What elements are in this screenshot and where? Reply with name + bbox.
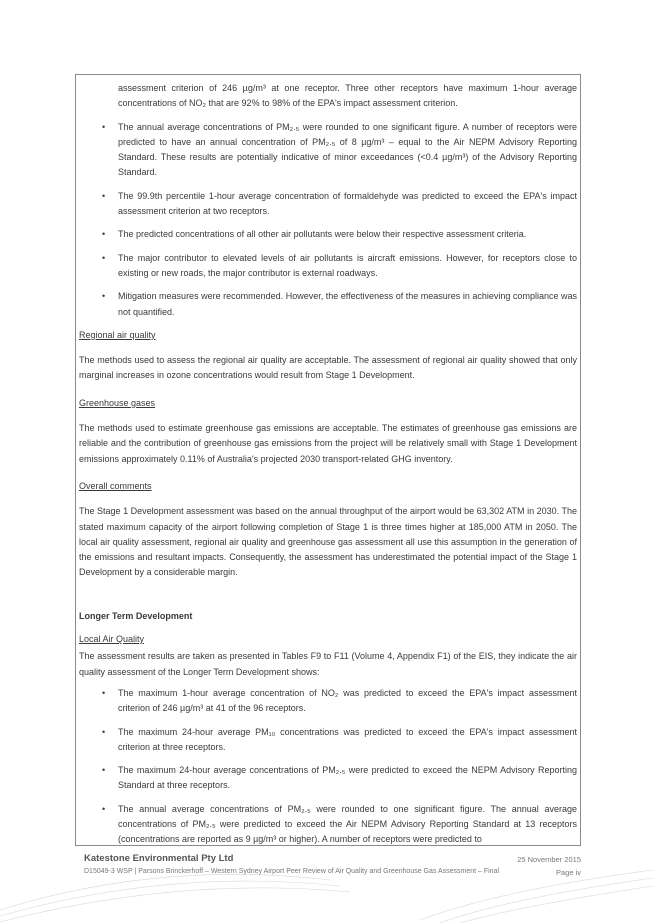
- document-body: [79, 81, 577, 846]
- greenhouse-gases-text: The methods used to estimate greenhouse gas emissions are acceptable. The estimates of greenhouse gas emissions are reliable and the contribution of greenhouse gas emissions from the project will be relatively small with Stage 1 Development emissions approximately 0.11% of Australia's projected 2030 transport-related GHG inventory.: [79, 423, 577, 464]
- list-item: • The maximum 24-hour average PM₁₀ concentrations was predicted to exceed the EPA's impact assessment criterion at three receptors.: [79, 725, 577, 756]
- list-item: • The major contributor to elevated levels of air pollutants is aircraft emissions. However, for receptors close to existing or new roads, the major contributor is external roadways.: [79, 251, 577, 282]
- list-item: • The annual average concentrations of PM₂.₅ were rounded to one significant figure. A number of receptors were predicted to have an annual concentration of PM₂.₅ of 8 µg/m³ – equal to the Air NEPM Advisory Reporting Standard. These results are potentially indicative of minor exceedances (<0.4 µg/m³) of the Advisory Reporting Standard.: [79, 120, 577, 181]
- list-item: • The 99.9th percentile 1-hour average concentration of formaldehyde was predicted to exceed the EPA's impact assessment criterion at two receptors.: [79, 189, 577, 220]
- local-air-quality-heading: Local Air Quality: [79, 634, 145, 645]
- footer-document-reference: D15049-3 WSP | Parsons Brinckerhoff – Western Sydney Airport Peer Review of Air Quality and Greenhouse Gas Assessment – Final: [84, 868, 500, 875]
- list-item: • The maximum 1-hour average concentration of NO₂ was predicted to exceed the EPA's impact assessment criterion of 246 µg/m³ at 41 of the 96 receptors.: [79, 686, 577, 717]
- regional-air-quality-text: The methods used to assess the regional air quality are acceptable. The assessment of regional air quality showed that only marginal increases in ozone concentrations would result from Stage 1 Development.: [79, 355, 577, 381]
- overall-comments-text: The Stage 1 Development assessment was based on the annual throughput of the airport would be 63,302 ATM in 2030. The stated maximum capacity of the airport following completion of Stage 1 is three times higher at 185,000 ATM in 2050. The local air quality assessment, regional air quality and greenhouse gas assessment all use this assumption in the generation of the emissions and resultant impacts. Consequently, the assessment has underestimated the potential impact of the Stage 1 Development by a considerable margin.: [79, 506, 577, 578]
- stage1-bullet-list: [79, 120, 577, 320]
- greenhouse-gases-heading: Greenhouse gases: [79, 397, 156, 408]
- list-item: • The predicted concentrations of all other air pollutants were below their respective assessment criteria.: [79, 227, 577, 242]
- list-item: • Mitigation measures were recommended. However, the effectiveness of the measures in achieving compliance was not quantified.: [79, 289, 577, 320]
- document-frame: [75, 74, 581, 846]
- footer-date: 25 November 2015: [517, 855, 581, 864]
- longer-term-bullet-list: [79, 686, 577, 846]
- footer-company-name: Katestone Environmental Pty Ltd: [84, 853, 234, 864]
- list-item: • The annual average concentrations of PM₂.₅ were rounded to one significant figure. The annual average concentrations of PM₂.₅ were predicted to exceed the Air NEPM Advisory Reporting Standard at 13 receptors (concentrations are reported as 9 µg/m³ or higher). A number of receptors were predicted to: [79, 802, 577, 846]
- regional-air-quality-heading: Regional air quality: [79, 329, 156, 340]
- longer-term-intro: The assessment results are taken as presented in Tables F9 to F11 (Volume 4, Appendix F1) of the EIS, they indicate the air quality assessment of the Longer Term Development shows:: [79, 651, 577, 677]
- overall-comments-heading: Overall comments: [79, 480, 152, 491]
- list-item: • The maximum 24-hour average concentrations of PM₂.₅ were predicted to exceed the NEPM Advisory Reporting Standard at three receptors.: [79, 763, 577, 794]
- continued-paragraph: assessment criterion of 246 µg/m³ at one receptor. Three other receptors have maximum 1-hour average concentrations of NO₂ that are 92% to 98% of the EPA's impact assessment criterion.: [118, 83, 577, 109]
- longer-term-heading: Longer Term Development: [79, 610, 193, 621]
- footer-page-number: Page iv: [555, 868, 581, 877]
